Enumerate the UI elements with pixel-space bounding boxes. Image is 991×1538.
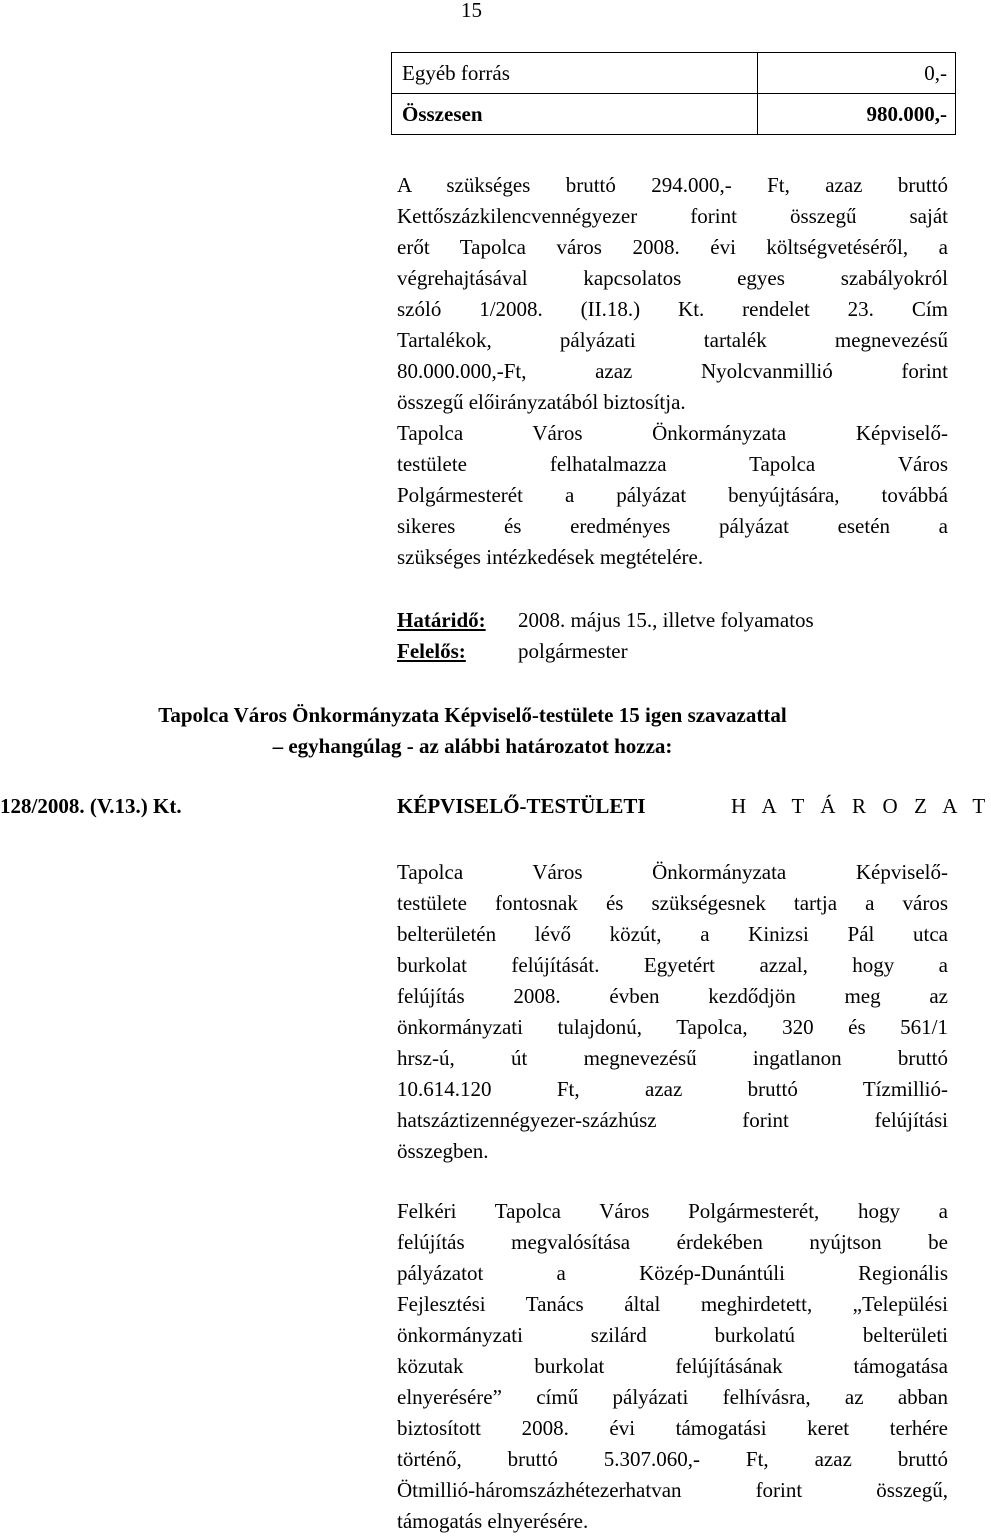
budget-table xyxy=(391,52,956,135)
responsible-label: Felelős: xyxy=(397,639,466,663)
text-line: Polgármesterét a pályázat benyújtására, továbbá xyxy=(397,483,948,507)
responsible-value: polgármester xyxy=(518,639,628,663)
text-line: biztosított 2008. évi támogatási keret terhére xyxy=(397,1416,948,1440)
text-line: Ötmillió-háromszázhétezerhatvan forint összegű, xyxy=(397,1478,948,1502)
text-line: önkormányzati szilárd burkolatú belterületi xyxy=(397,1323,948,1347)
text-line: Tapolca Város Önkormányzata Képviselő- xyxy=(397,860,948,884)
text-line: végrehajtásával kapcsolatos egyes szabályokról xyxy=(397,266,948,290)
text-line: sikeres és eredményes pályázat esetén a xyxy=(397,514,948,538)
text-line: Tapolca Város Önkormányzata Képviselő- xyxy=(397,421,948,445)
resolution-number: 128/2008. (V.13.) Kt. xyxy=(0,794,182,818)
text-line: felújítás 2008. évben kezdődjön meg az xyxy=(397,984,948,1008)
deadline-row xyxy=(397,605,814,636)
text-line: Kettőszázkilencvennégyezer forint összegű saját xyxy=(397,204,948,228)
text-line: testülete fontosnak és szükségesnek tartja a város xyxy=(397,891,948,915)
resolution-intro-line: – egyhangúlag - az alábbi határozatot hozza: xyxy=(272,734,673,758)
paragraph-resolution-body xyxy=(397,857,948,1167)
text-line: történő, bruttó 5.307.060,- Ft, azaz bruttó xyxy=(397,1447,948,1471)
text-line: szükséges intézkedések megtételére. xyxy=(397,545,704,569)
resolution-intro-line: Tapolca Város Önkormányzata Képviselő-testülete 15 igen szavazattal xyxy=(158,703,787,727)
text-line: hatszáztizennégyezer-százhúsz forint felújítási xyxy=(397,1108,948,1132)
text-line: pályázatot a Közép-Dunántúli Regionális xyxy=(397,1261,948,1285)
paragraph-own-funds xyxy=(397,170,948,418)
text-line: szóló 1/2008. (II.18.) Kt. rendelet 23. Cím xyxy=(397,297,948,321)
paragraph-authorization xyxy=(397,418,948,573)
text-line: támogatás elnyerésére. xyxy=(397,1509,589,1533)
text-line: testülete felhatalmazza Tapolca Város xyxy=(397,452,948,476)
text-line: Tartalékok, pályázati tartalék megnevezésű xyxy=(397,328,948,352)
page-number: 15 xyxy=(461,0,482,22)
resolution-title: KÉPVISELŐ-TESTÜLETI xyxy=(397,794,646,818)
text-line: összegű előirányzatából biztosítja. xyxy=(397,390,686,414)
text-line: összegben. xyxy=(397,1139,489,1163)
text-line: önkormányzati tulajdonú, Tapolca, 320 és 561/1 xyxy=(397,1015,948,1039)
text-line: burkolat felújítását. Egyetért azzal, hogy a xyxy=(397,953,948,977)
table-cell-label: Egyéb forrás xyxy=(392,53,758,94)
table-cell-label: Összesen xyxy=(392,94,758,135)
table-row xyxy=(392,53,956,94)
text-line: 80.000.000,-Ft, azaz Nyolcvanmillió forint xyxy=(397,359,948,383)
table-cell-value: 980.000,- xyxy=(758,94,956,135)
resolution-header xyxy=(0,791,991,822)
resolution-word: H A T Á R O Z A T xyxy=(731,794,991,818)
text-line: belterületén lévő közút, a Kinizsi Pál utca xyxy=(397,922,948,946)
text-line: 10.614.120 Ft, azaz bruttó Tízmillió- xyxy=(397,1077,948,1101)
responsible-row xyxy=(397,636,814,667)
text-line: Felkéri Tapolca Város Polgármesterét, hogy a xyxy=(397,1199,948,1223)
table-row-total xyxy=(392,94,956,135)
deadline-value: 2008. május 15., illetve folyamatos xyxy=(518,608,814,632)
table-cell-value: 0,- xyxy=(758,53,956,94)
text-line: felújítás megvalósítása érdekében nyújtson be xyxy=(397,1230,948,1254)
text-line: erőt Tapolca város 2008. évi költségvetéséről, a xyxy=(397,235,948,259)
paragraph-request xyxy=(397,1196,948,1537)
resolution-intro xyxy=(0,700,945,762)
text-line: közutak burkolat felújításának támogatása xyxy=(397,1354,948,1378)
text-line: Fejlesztési Tanács által meghirdetett, „Települési xyxy=(397,1292,948,1316)
text-line: hrsz-ú, út megnevezésű ingatlanon bruttó xyxy=(397,1046,948,1070)
deadline-block xyxy=(397,605,814,667)
text-line: A szükséges bruttó 294.000,- Ft, azaz bruttó xyxy=(397,173,948,197)
deadline-label: Határidő: xyxy=(397,608,486,632)
text-line: elnyerésére” című pályázati felhívásra, az abban xyxy=(397,1385,948,1409)
